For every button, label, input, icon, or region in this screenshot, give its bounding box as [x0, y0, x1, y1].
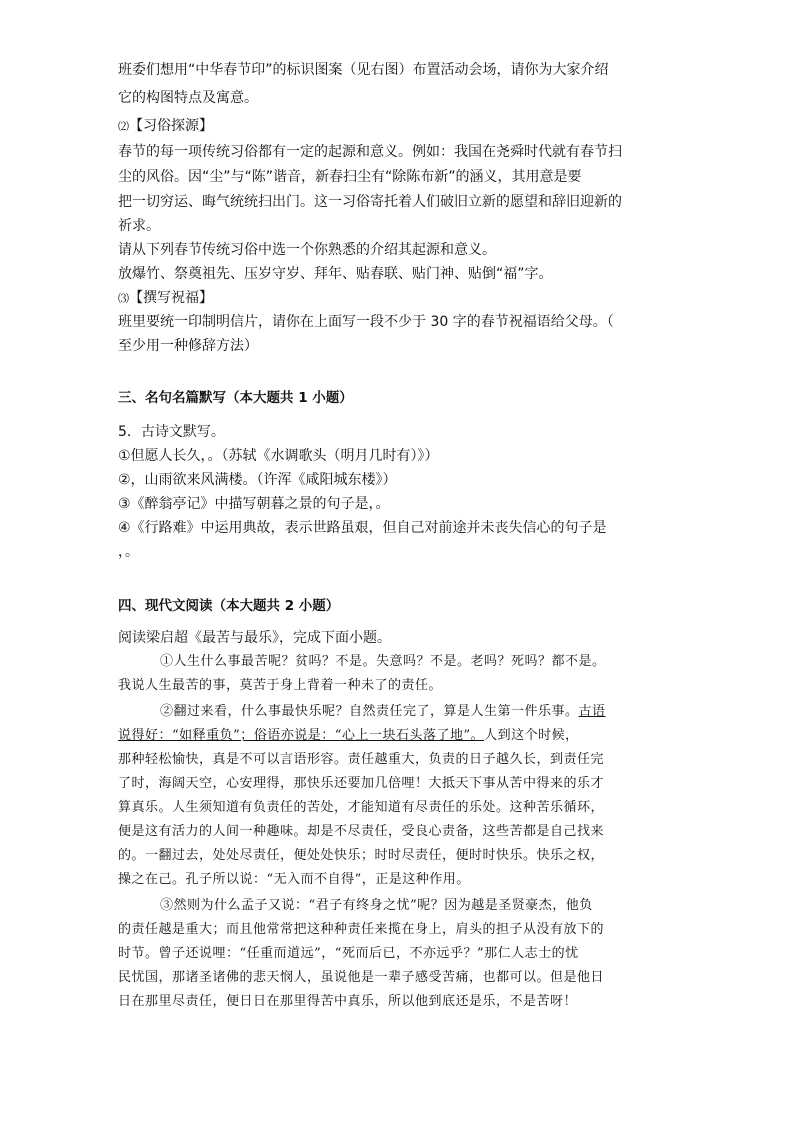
- section3-heading: 三、名句名篇默写（本大题共 1 小题）: [118, 390, 353, 406]
- para3-line-3: 时节。曾子还说哩：“任重而道远”，“死而后已，不亦远乎？”那仁人志士的忧: [118, 946, 579, 961]
- para2-line-4: 了时，海阔天空，心安理得，那快乐还要加几倍哩！大抵天下事从苦中得来的乐才: [118, 776, 605, 791]
- q5-item-1: ①但愿人长久，。（苏轼《水调歌头（明月几时有）》）: [118, 448, 439, 464]
- q2-line-3: 把一切穷运、晦气统统扫出门。这一习俗寄托着人们破旧立新的愿望和辞旧迎新的: [118, 194, 622, 210]
- q5-item-3: ③《醉翁亭记》中描写朝暮之景的句子是，。: [118, 496, 390, 512]
- para1-line-1: ①人生什么事最苦呢？贫吗？不是。失意吗？不是。老吗？死吗？都不是。: [160, 654, 606, 669]
- para2-line-7: 的。一翻过去，处处尽责任，便处处快乐；时时尽责任，便时时快乐。快乐之权，: [118, 848, 605, 863]
- q5-item-2: ②，山雨欲来风满楼。（许浑《咸阳城东楼》）: [118, 472, 397, 488]
- q2-line-4: 祈求。: [118, 218, 160, 234]
- para2-underlined-start: 古语: [578, 704, 606, 719]
- q5-item-4: ④《行路难》中运用典故，表示世路虽艰，但自己对前途并未丧失信心的句子是: [118, 520, 607, 536]
- para3-line-2: 的责任越是重大；而且他常常把这种种责任来揽在身上，肩头的担子从没有放下的: [118, 922, 605, 937]
- para3-line-4: 民忧国，那诸圣诸佛的悲天悯人，虽说他是一辈子感受苦痛，也都可以。但是他日: [118, 970, 605, 985]
- q3-header: [118, 288, 213, 309]
- para2-underlined-quote: 说得好：“如释重负”；俗语亦说是：“心上一块石头落了地”。: [118, 728, 485, 743]
- para3-line-5: 日在那里尽责任，便日日在那里得苦中真乐，所以他到底还是乐，不是苦呀！: [118, 994, 578, 1009]
- para1-line-2: 我说人生最苦的事，莫苦于身上背着一种未了的责任。: [118, 678, 443, 693]
- para2-line-2-tail: 人到这个时候，: [484, 728, 579, 743]
- section4-heading: 四、现代文阅读（本大题共 2 小题）: [118, 598, 340, 614]
- q2-line-2: 尘的风俗。因“尘”与“陈”谐音，新春扫尘有“除陈布新”的涵义，其用意是要: [118, 169, 582, 185]
- q2-line-6: 放爆竹、祭奠祖先、压岁守岁、拜年、贴春联、贴门神、贴倒“福”字。: [118, 266, 553, 282]
- para2-line-2: [118, 726, 579, 746]
- para2-line-6: 便是这有活力的人间一种趣味。却是不尽责任，受良心责备，这些苦都是自己找来: [118, 824, 605, 839]
- q3-title: 【撰写祝福】: [129, 290, 213, 306]
- q2-title: 【习俗探源】: [129, 118, 213, 134]
- q2-line-1: 春节的每一项传统习俗都有一定的起源和意义。例如：我国在尧舜时代就有春节扫: [118, 144, 622, 160]
- para3-line-1: ③然则为什么孟子又说：“君子有终身之忧”呢？因为越是圣贤豪杰，他负: [160, 898, 593, 913]
- para2-line-3: 那种轻松愉快，真是不可以言语形容。责任越重大，负责的日子越久长，到责任完: [118, 752, 605, 767]
- reading-intro: 阅读梁启超《最苦与最乐》，完成下面小题。: [118, 630, 391, 646]
- q2-number: ⑵: [118, 120, 129, 133]
- q3-number: ⑶: [118, 292, 129, 305]
- para2-line-1: [160, 702, 606, 722]
- para2-line-1-text: ②翻过来看，什么事最快乐呢？自然责任完了，算是人生第一件乐事。: [160, 704, 579, 719]
- q3-line-1: 班里要统一印制明信片，请你在上面写一段不少于 30 字的春节祝福语给父母。（: [118, 314, 614, 330]
- q3-line-2: 至少用一种修辞方法）: [118, 338, 258, 354]
- q2-header: [118, 116, 213, 137]
- para2-line-8: 操之在己。孔子所以说：“无入而不自得”，正是这种作用。: [118, 872, 470, 887]
- q1-text-line-2: 它的构图特点及寓意。: [118, 90, 258, 106]
- q1-text-line-1: 班委们想用“中华春节印”的标识图案（见右图）布置活动会场，请你为大家介绍: [118, 62, 609, 78]
- q5-item-4-cont: ，。: [118, 544, 139, 560]
- q5-title: 5．古诗文默写。: [118, 424, 225, 440]
- q2-line-5: 请从下列春节传统习俗中选一个你熟悉的介绍其起源和意义。: [118, 242, 496, 258]
- para2-line-5: 算真乐。人生须知道有负责任的苦处，才能知道有尽责任的乐处。这种苦乐循环，: [118, 800, 605, 815]
